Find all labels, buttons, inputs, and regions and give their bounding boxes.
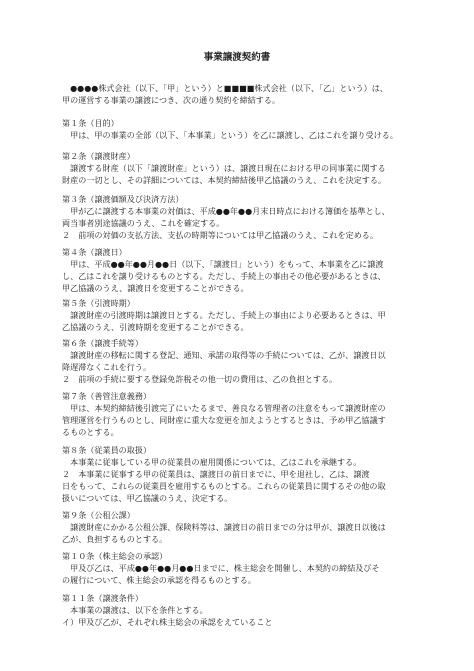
article-heading: 第１１条（譲渡条件） [62, 593, 143, 603]
document-title: 事業譲渡契約書 [203, 52, 271, 63]
article-1 [62, 117, 422, 141]
article-line: 甲及び乙は、平成●●年●●月●●日までに、株主総会を開催し、本契約の締結及びそ [62, 563, 380, 573]
article-line: 両当事者別途協議のうえ、これを確定する。 [62, 218, 225, 228]
article-10 [62, 550, 422, 586]
article-3 [62, 193, 422, 241]
article-line: 管理運営を行うものとし、同財産に重大な変更を加えようとするときは、予め甲乙協議す [62, 415, 386, 425]
article-line: るものとする。 [62, 427, 119, 437]
intro-line: 甲の運営する事業の譲渡につき、次の通り契約を締結する。 [62, 95, 281, 105]
article-6 [62, 337, 422, 385]
article-line: の履行について、株主総会の承認を得るものとする。 [62, 575, 256, 585]
article-7 [62, 390, 422, 438]
article-11 [62, 592, 422, 628]
article-line: イ）甲及び乙が、それぞれ株主総会の承認をえていること [62, 617, 273, 627]
article-heading: 第６条（譲渡手続等） [62, 338, 143, 348]
article-line: 甲乙協議のうえ、譲渡日を変更することができる。 [62, 283, 249, 293]
article-heading: 第７条（善管注意義務） [62, 391, 152, 401]
article-line: ２ 前項の手続に要する登録免許税その他一切の費用は、乙の負担とする。 [62, 374, 338, 384]
article-heading: 第４条（譲渡日） [62, 247, 127, 257]
article-line: 譲渡する財産（以下「譲渡財産」という）は、譲渡日現在における甲の同事業に関する [62, 163, 386, 173]
article-line: 乙が、負担するものとする。 [62, 534, 168, 544]
article-line: ２ 前項の対価の支払方法、支払の時期等については甲乙協議のうえ、これを定める。 [62, 230, 378, 240]
article-line: 譲渡財産の移転に関する登記、通知、承諾の取得等の手続については、乙が、譲渡日以 [62, 350, 386, 360]
article-line: 甲が乙に譲渡する本事業の対価は、平成●●年●●月末日時点における簿価を基準とし、 [62, 206, 390, 216]
article-line: 扱いについては、甲乙協議のうえ、決定する。 [62, 493, 233, 503]
article-heading: 第８条（従業員の取扱） [62, 445, 152, 455]
article-9 [62, 509, 422, 545]
article-line: 譲渡財産にかかる公租公課、保険料等は、譲渡日の前日までの分は甲が、譲渡日以後は [62, 522, 386, 532]
article-line: 甲は、甲の事業の全部（以下、「本事業」という）を乙に譲渡し、乙はこれを譲り受ける。 [62, 130, 398, 140]
article-2 [62, 150, 422, 186]
article-line: 日をもって、これらの従業員を雇用するものとする。これらの従業員に関するその他の取 [62, 481, 386, 491]
article-heading: 第１条（目的） [62, 118, 119, 128]
article-line: 本事業の譲渡は、以下を条件とする。 [62, 605, 208, 615]
intro-paragraph [62, 82, 422, 106]
article-line: 譲渡財産の引渡時期は譲渡日とする。ただし、手続上の事由により必要あるときは、甲 [62, 310, 386, 320]
article-heading: 第５条（引渡時期） [62, 298, 135, 308]
article-line: 甲は、本契約締結後引渡完了にいたるまで、善良なる管理者の注意をもって譲渡財産の [62, 403, 386, 413]
article-heading: 第１０条（株主総会の承認） [62, 551, 168, 561]
article-5 [62, 297, 422, 333]
article-line: 乙協議のうえ、引渡時期を変更することができる。 [62, 322, 249, 332]
article-heading: 第２条（譲渡財産） [62, 151, 135, 161]
article-4 [62, 246, 422, 294]
article-8 [62, 444, 422, 504]
article-line: 財産の一切とし、その詳細については、本契約締結後甲乙協議のうえ、これを決定する。 [62, 175, 387, 185]
article-heading: 第９条（公租公課） [62, 510, 135, 520]
article-line: 甲は、平成●●年●●月●●日（以下、「譲渡日」という）をもって、本事業を乙に譲渡 [62, 259, 384, 269]
article-line: ２ 本事業に従事する甲の従業員は、譲渡日の前日までに、甲を退社し、乙は、譲渡 [62, 469, 370, 479]
article-line: 降遅滞なくこれを行う。 [62, 362, 152, 372]
article-heading: 第３条（譲渡価額及び決済方法） [62, 194, 184, 204]
article-line: し、乙はこれを譲り受けるものとする。ただし、手続上の事由その他必要があるときは、 [62, 271, 386, 281]
article-line: 本事業に従事している甲の従業員の雇用関係については、乙はこれを承継する。 [62, 457, 362, 467]
intro-line: ●●●●株式会社（以下、「甲」という）と■■■■株式会社（以下、「乙」という）は、 [62, 83, 388, 93]
